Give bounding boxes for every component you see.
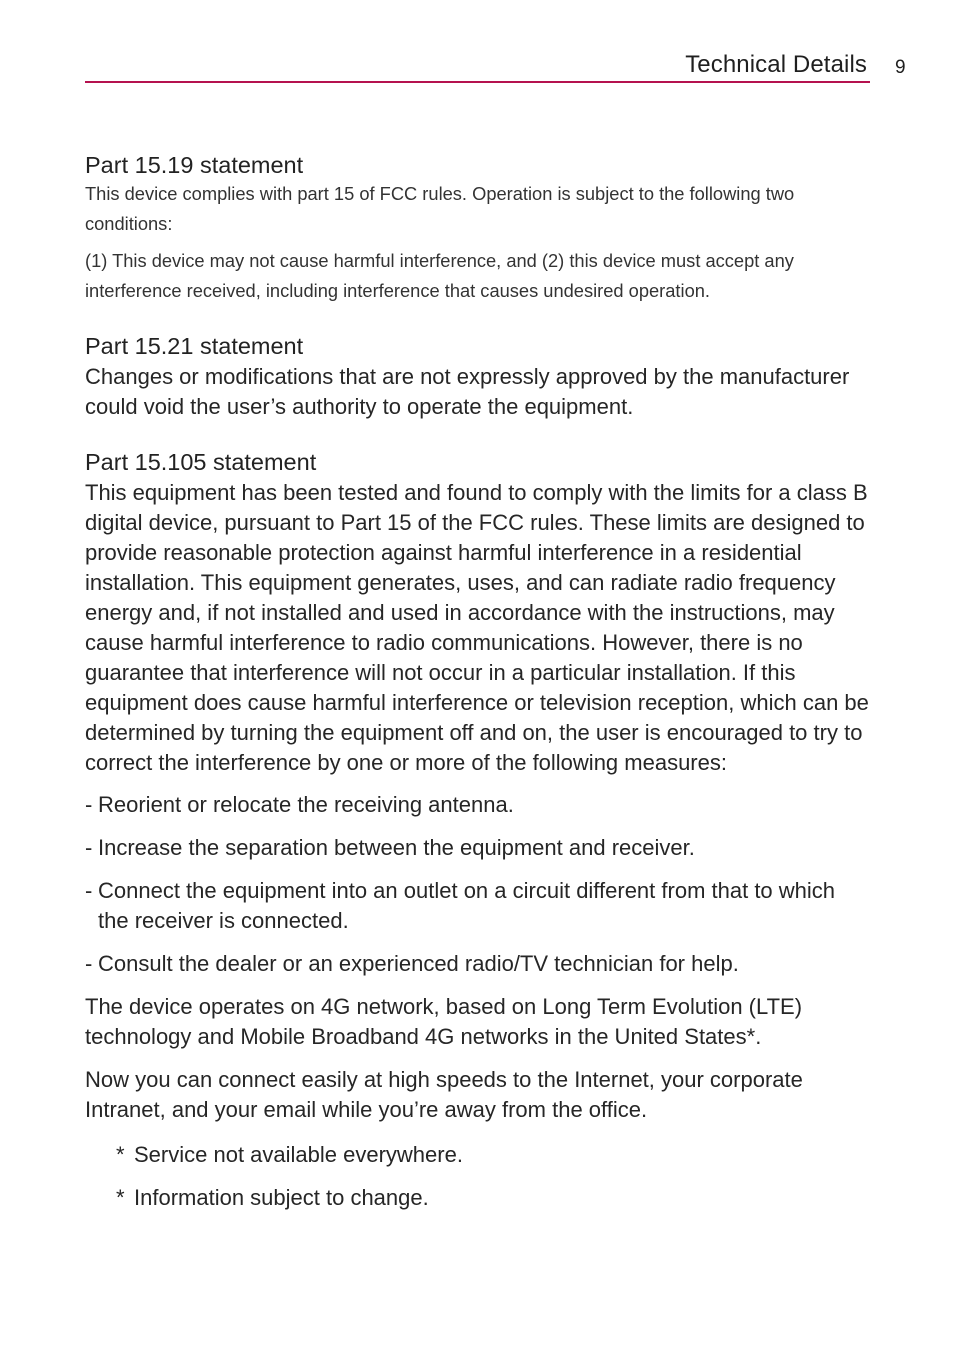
bullet-marker: - [85,878,93,903]
footnote-text: Information subject to change. [134,1185,429,1210]
bullet-marker: - [85,792,93,817]
footnote-marker: * [116,1142,125,1167]
paragraph: This device complies with part 15 of FCC rules. Operation is subject to the following two conditions: [85,183,795,234]
bullet-marker: - [85,951,93,976]
list-item [85,949,870,979]
paragraph: Changes or modifications that are not expressly approved by the manufacturer could void the user’s authority to operate the equipment. [85,364,850,419]
list-item [85,876,870,936]
footnote [116,1183,870,1213]
section-heading: Part 15.19 statement [85,152,304,178]
section-part-15-19 [85,150,870,306]
section-part-15-21 [85,331,870,422]
bullet-marker: - [85,835,93,860]
paragraph: Now you can connect easily at high speeds to the Internet, your corporate Intranet, and your email while you’re away from the office. [85,1067,803,1122]
page-number: 9 [895,57,906,78]
footnotes-list [85,1140,870,1213]
list-item [85,790,870,820]
section-title: Technical Details [685,51,867,78]
paragraph: (1) This device may not cause harmful interference, and (2) this device must accept any interference received, including interference that causes undesired operation. [85,250,794,301]
header-rule [85,81,870,83]
list-item-text: Reorient or relocate the receiving antenna. [98,792,514,817]
paragraph: The device operates on 4G network, based on Long Term Evolution (LTE) technology and Mobile Broadband 4G networks in the United States*. [85,994,803,1049]
page-header [85,50,870,83]
section-heading: Part 15.105 statement [85,449,317,475]
measures-list [85,790,870,979]
paragraph: This equipment has been tested and found to comply with the limits for a class B digital device, pursuant to Part 15 of the FCC rules. These limits are designed to provide reasonable protection against harmful interference in a residential installation. This equipment generates, uses, and can radiate radio frequency energy and, if not installed and used in accordance with the instructions, may cause harmful interference to radio communications. However, there is no guarantee that interference will not occur in a particular installation. If this equipment does cause harmful interference or television reception, which can be determined by turning the equipment off and on, the user is encouraged to try to correct the interference by one or more of the following measures: [85,480,869,775]
page-content [85,150,870,1226]
list-item-text: Connect the equipment into an outlet on a circuit different from that to which the receiver is connected. [98,878,836,933]
footnote-text: Service not available everywhere. [134,1142,463,1167]
section-part-15-105 [85,447,870,1213]
footnote [116,1140,870,1170]
list-item [85,833,870,863]
footnote-marker: * [116,1185,125,1210]
list-item-text: Consult the dealer or an experienced radio/TV technician for help. [98,951,739,976]
list-item-text: Increase the separation between the equipment and receiver. [98,835,695,860]
section-heading: Part 15.21 statement [85,333,304,359]
